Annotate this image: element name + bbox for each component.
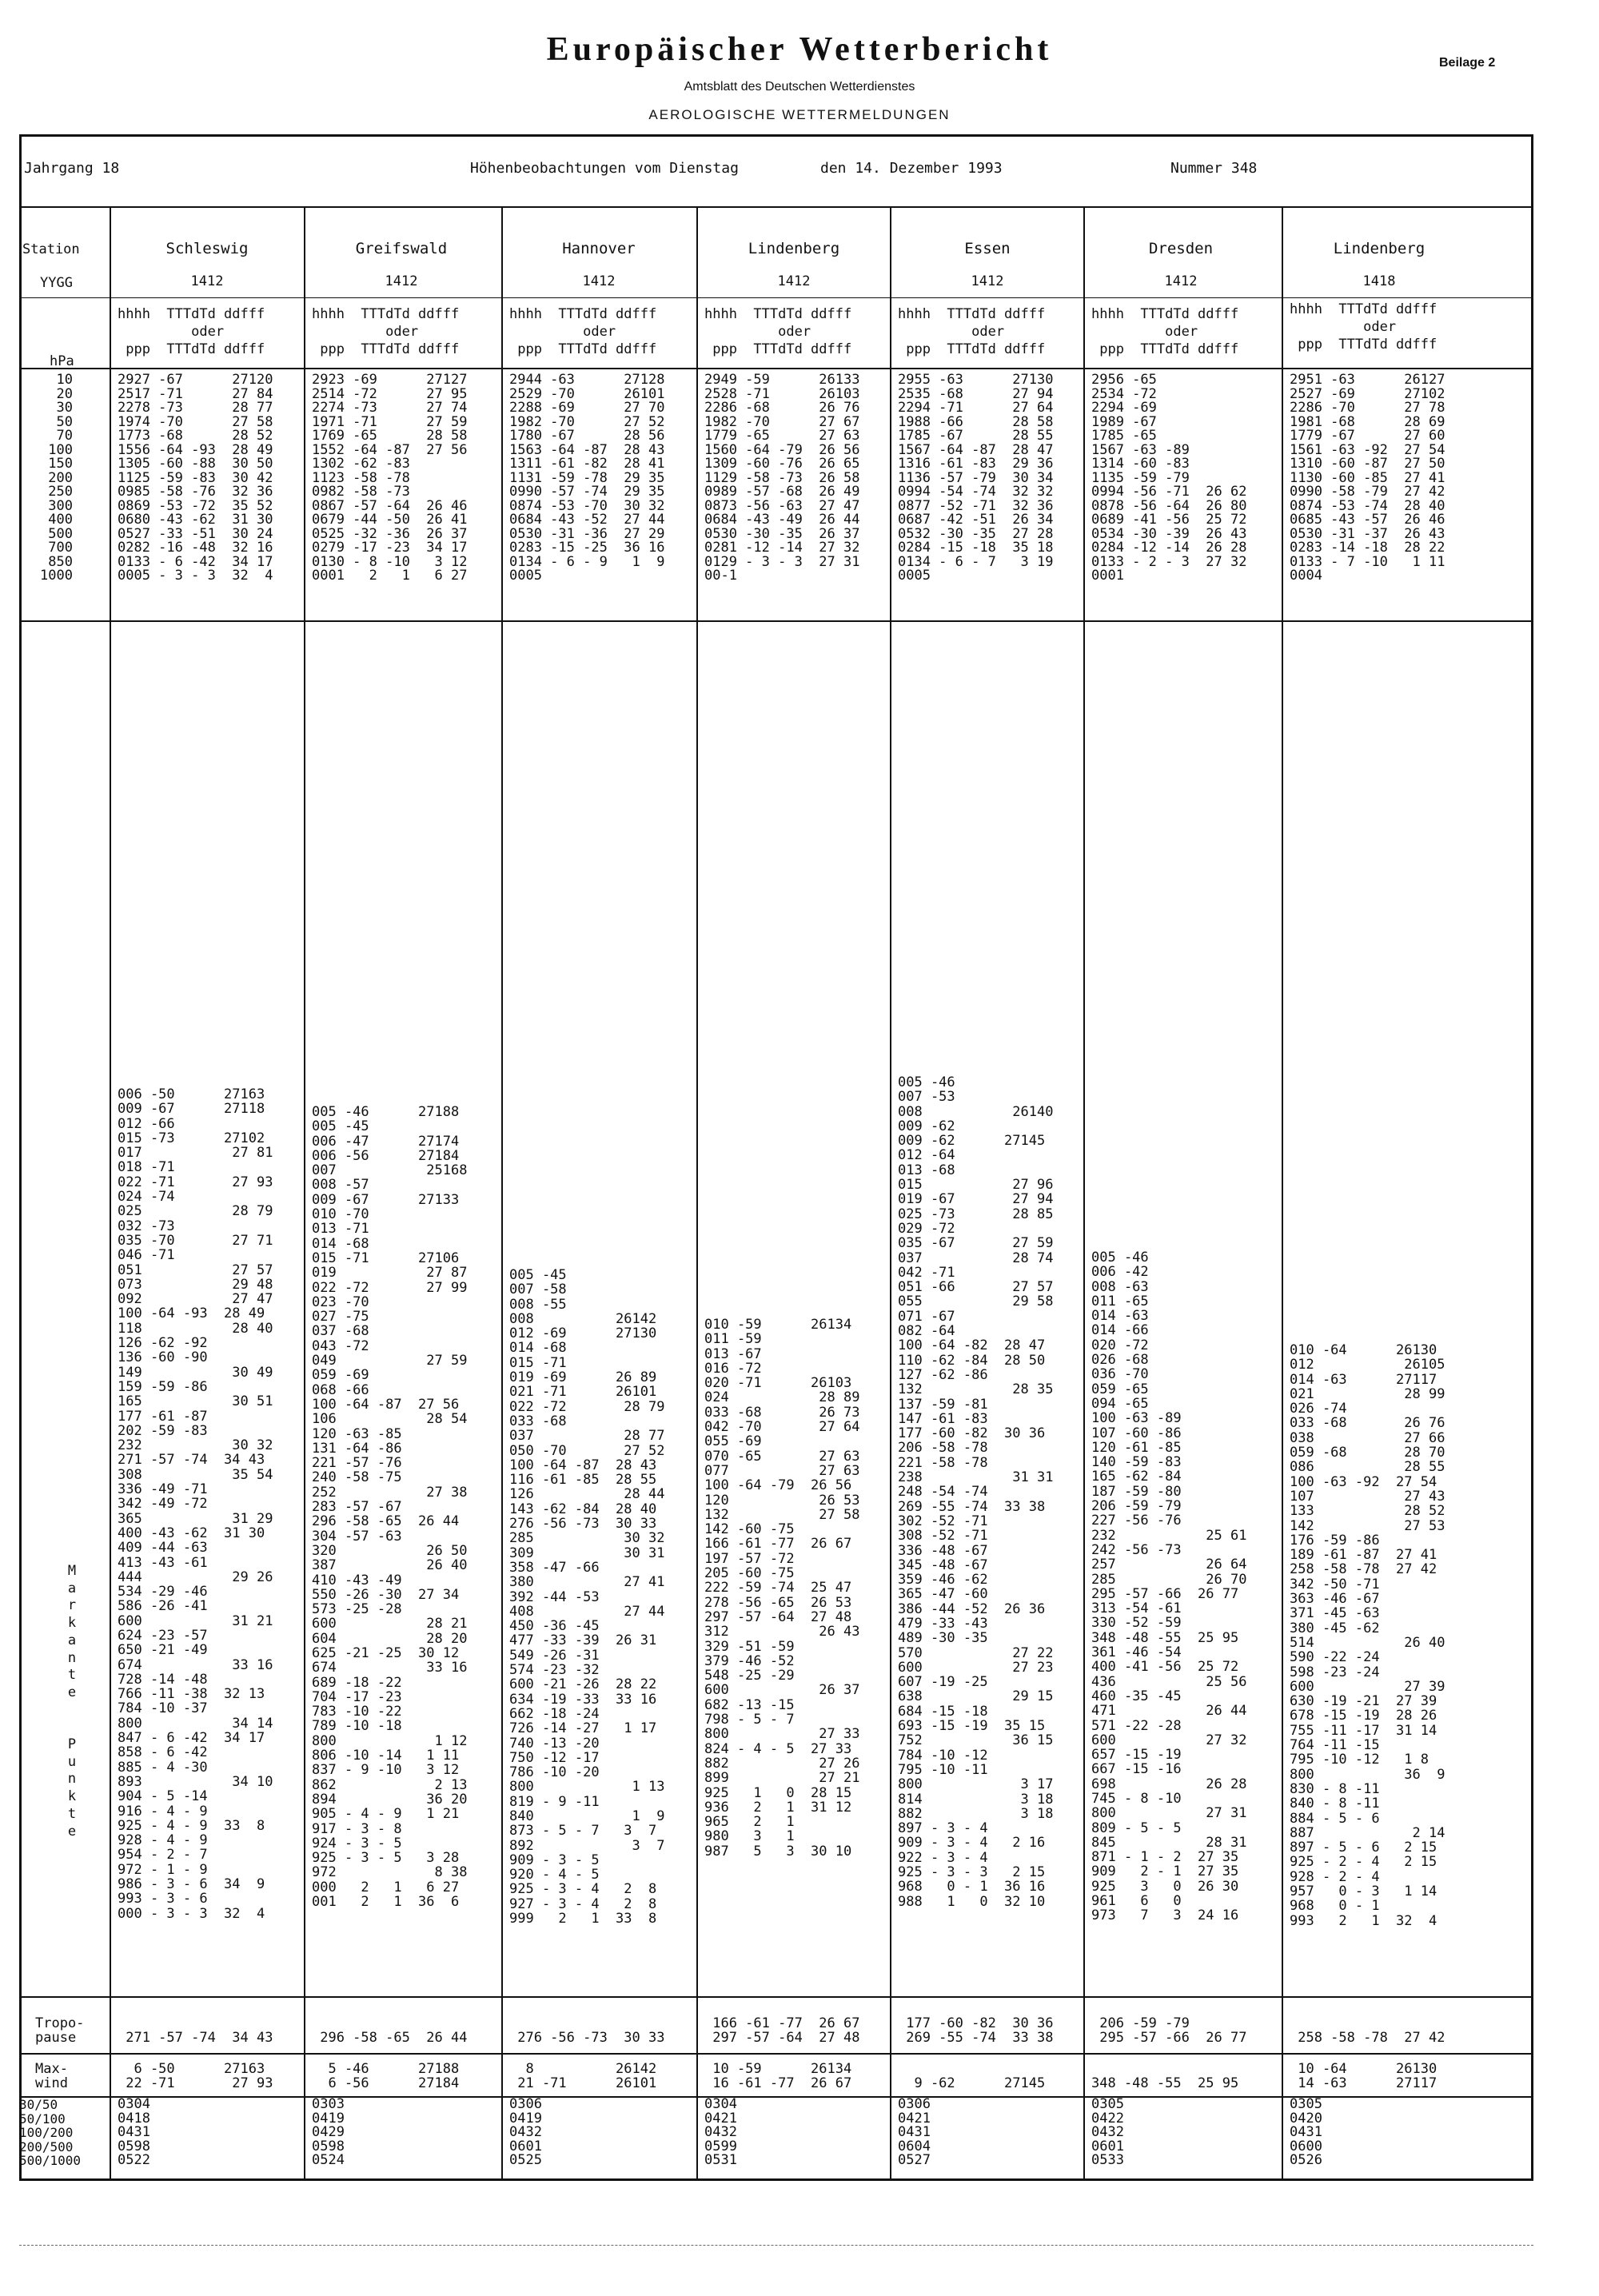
thickness-labels: 30/50 50/100 100/200 200/500 500/1000 [19,2097,82,2168]
column-heading: hhhh TTTdTd ddfff oder ppp TTTdTd ddfff [118,306,265,357]
significant-level-data: 010 -59 26134 011 -59 013 -67 016 -72 020 -71 26103 024 28 89 033 -68 26 73 042 -70 27 64 055 -69 070 -65 27 63 077 27 63 100 -64 -79 26 56 120 26 53 132 27 58 142 -60 -75 166 -61 -77 26 67 197 -57 -72 205 -60 -75 222 -59 -74 25 47 278 -56 -65 26 53 297 -57 -64 27 48 312 26 43 329 -51 -59 379 -46 -52 548 -25 -29 600 26 37 682 -13 -15 798 - 5 - 7 800 27 33 824 - 4 - 5 27 33 882 27 26 899 27 21 925 1 0 28 15 936 2 1 31 12 965 2 1 980 3 1 987 5 3 30 10 [704,1317,860,1860]
maxwind-data: 8 26142 21 -71 26101 [517,2061,657,2091]
station-time: 1412 [190,273,224,289]
column-divider [1083,206,1085,2181]
station-name: Hannover [562,240,636,257]
tropopause-data: 276 -56 -73 30 33 [517,2029,665,2046]
maxwind-data: 10 -59 26134 16 -61 -77 26 67 [712,2061,852,2091]
thickness-data: 0303 0419 0429 0598 0524 [312,2096,345,2168]
rule-below-header [19,206,1533,208]
maxwind-label: Max- wind [35,2061,68,2091]
station-name: Greifswald [355,240,448,257]
column-divider [110,206,111,2181]
markante-punkte-label: M a r k a n t e P u n k t e [67,1563,77,1840]
section-title: AEROLOGISCHE WETTERMELDUNGEN [648,107,951,122]
standard-level-data: 2949 -59 26133 2528 -71 26103 2286 -68 26 76 1982 -70 27 67 1779 -65 27 63 1560 -64 -79 26 56 1309 -60 -76 26 65 1129 -58 -73 26 58 0989 -57 -68 26 49 0873 -56 -63 27 47 0684 -43 -49 26 44 0530 -30 -35 26 37 0281 -12 -14 27 32 0129 - 3 - 3 27 31 00-1 [704,372,860,584]
station-time: 1412 [971,273,1004,289]
significant-level-data: 005 -46 007 -53 008 26140 009 -62 009 -62 27145 012 -64 013 -68 015 27 96 019 -67 27 94 025 -73 28 85 029 -72 035 -67 27 59 037 28 74 042 -71 051 -66 27 57 055 29 58 071 -67 082 -64 100 -64 -82 28 47 110 -62 -84 28 50 127 -62 -86 132 28 35 137 -59 -81 147 -61 -83 177 -60 -82 30 36 206 -58 -78 221 -58 -78 238 31 31 248 -54 -74 269 -55 -74 33 38 302 -52 -71 308 -52 -71 336 -48 -67 345 -48 -67 359 -46 -62 365 -47 -60 386 -44 -52 26 36 479 -33 -43 489 -30 -35 570 27 22 600 27 23 607 -19 -25 638 29 15 684 -15 -18 693 -15 -19 35 15 752 36 15 784 -10 -12 795 -10 -11 800 3 17 814 3 18 882 3 18 897 - 3 - 4 909 - 3 - 4 2 16 922 - 3 - 4 925 - 3 - 3 2 15 968 0 - 1 36 16 988 1 0 32 10 [898,1074,1054,1910]
thickness-data: 0304 0418 0431 0598 0522 [118,2096,150,2168]
column-heading: hhhh TTTdTd ddfff oder ppp TTTdTd ddfff [312,306,460,357]
standard-pressure-levels: 10 20 30 50 70 100 150 200 250 300 400 500 700 850 1000 [40,372,73,584]
standard-level-data: 2951 -63 26127 2527 -69 27102 2286 -70 27 78 1981 -68 28 69 1779 -67 27 60 1561 -63 -92 27 54 1310 -60 -87 27 50 1130 -60 -85 27 41 0990 -58 -79 27 42 0874 -53 -74 28 40 0685 -43 -57 26 46 0530 -31 -37 26 43 0283 -14 -18 28 22 0133 - 7 -10 1 11 0004 [1290,372,1445,584]
maxwind-data: 10 -64 26130 14 -63 27117 [1298,2061,1438,2091]
station-time: 1412 [777,273,811,289]
tropopause-data: 296 -58 -65 26 44 [320,2029,468,2046]
maxwind-data: 9 -62 27145 [914,2075,1046,2091]
maxwind-data: 6 -50 27163 22 -71 27 93 [126,2061,273,2091]
page-title: Europäischer Wetterbericht [546,31,1053,68]
thickness-data: 0305 0420 0431 0600 0526 [1290,2096,1322,2168]
standard-level-data: 2955 -63 27130 2535 -68 27 94 2294 -71 27 64 1988 -66 28 58 1785 -67 28 55 1567 -64 -87 28 47 1316 -61 -83 29 36 1136 -57 -79 30 34 0994 -54 -74 32 32 0877 -52 -71 32 36 0687 -42 -51 26 34 0532 -30 -35 27 28 0284 -15 -18 35 18 0134 - 6 - 7 3 19 0005 [898,372,1054,584]
standard-level-data: 2927 -67 27120 2517 -71 27 84 2278 -73 28 77 1974 -70 27 58 1773 -68 28 52 1556 -64 -93 28 49 1305 -60 -88 30 50 1125 -59 -83 30 42 0985 -58 -76 32 36 0869 -53 -72 35 52 0680 -43 -62 31 30 0527 -33 -51 30 24 0282 -16 -48 32 16 0133 - 6 -42 34 17 0005 - 3 - 3 32 4 [118,372,273,584]
station-name: Lindenberg [748,240,840,257]
station-name: Essen [964,240,1011,257]
rule-above-maxwind [19,2053,1533,2055]
significant-level-data: 005 -46 27188 005 -45 006 -47 27174 006 -56 27184 007 25168 008 -57 009 -67 27133 010 -70 013 -71 014 -68 015 -71 27106 019 27 87 022 -72 27 99 023 -70 027 -75 037 -68 043 -72 049 27 59 059 -69 068 -66 100 -64 -87 27 56 106 28 54 120 -63 -85 131 -64 -86 221 -57 -76 240 -58 -75 252 27 38 283 -57 -67 296 -58 -65 26 44 304 -57 -63 320 26 50 387 26 40 410 -43 -49 550 -26 -30 27 34 573 -25 -28 600 28 21 604 28 20 625 -21 -25 30 12 674 33 16 689 -18 -22 704 -17 -23 783 -10 -22 789 -10 -18 800 1 12 806 -10 -14 1 11 837 - 9 -10 3 12 862 2 13 894 36 20 905 - 4 - 9 1 21 917 - 3 - 8 924 - 3 - 5 925 - 3 - 5 3 28 972 8 38 000 2 1 6 27 001 2 1 36 6 [312,1104,468,1911]
thickness-data: 0305 0422 0432 0601 0533 [1091,2096,1124,2168]
station-time: 1412 [582,273,616,289]
tropopause-data: 271 -57 -74 34 43 [126,2029,273,2046]
significant-level-data: 005 -45 007 -58 008 -55 008 26142 012 -69 27130 014 -68 015 -71 019 -69 26 89 021 -71 26101 022 -72 28 79 033 -68 037 28 77 050 -70 27 52 100 -64 -87 28 43 116 -61 -85 28 55 126 28 44 143 -62 -84 28 40 276 -56 -73 30 33 285 30 32 309 30 31 358 -47 -66 380 27 41 392 -44 -53 408 27 44 450 -36 -45 477 -33 -39 26 31 549 -26 -31 574 -23 -32 600 -21 -26 28 22 634 -19 -33 33 16 662 -18 -24 726 -14 -27 1 17 740 -13 -20 750 -12 -17 786 -10 -20 800 1 13 819 - 9 -11 840 1 9 873 - 5 - 7 3 7 892 3 7 909 - 3 - 5 920 - 4 - 5 925 - 3 - 4 2 8 927 - 3 - 4 2 8 999 2 1 33 8 [509,1267,665,1927]
column-heading: hhhh TTTdTd ddfff oder ppp TTTdTd ddfff [704,306,852,357]
station-time: 1412 [1164,273,1198,289]
column-divider [696,206,698,2181]
thickness-data: 0306 0419 0432 0601 0525 [509,2096,542,2168]
standard-level-data: 2923 -69 27127 2514 -72 27 95 2274 -73 27 74 1971 -71 27 59 1769 -65 28 58 1552 -64 -87 27 56 1302 -62 -83 1123 -58 -78 0982 -58 -73 0867 -57 -64 26 46 0679 -44 -50 26 41 0525 -32 -36 26 37 0279 -17 -23 34 17 0130 - 8 -10 3 12 0001 2 1 6 27 [312,372,468,584]
station-name: Schleswig [165,240,249,257]
significant-level-data: 005 -46 006 -42 008 -63 011 -65 014 -63 014 -66 020 -72 026 -68 036 -70 059 -65 094 -65 100 -63 -89 107 -60 -86 120 -61 -85 140 -59 -83 165 -62 -84 187 -59 -80 206 -59 -79 227 -56 -76 232 25 61 242 -56 -73 257 26 64 285 26 70 295 -57 -66 26 77 313 -54 -61 330 -52 -59 348 -48 -55 25 95 361 -46 -54 400 -41 -56 25 72 436 25 56 460 -35 -45 471 26 44 571 -22 -28 600 27 32 657 -15 -19 667 -15 -16 698 26 28 745 - 8 -10 800 27 31 809 - 5 - 5 845 28 31 871 - 1 - 2 27 35 909 2 - 1 27 35 925 3 0 26 30 961 6 0 973 7 3 24 16 [1091,1250,1247,1924]
column-divider [501,206,503,2181]
standard-level-data: 2956 -65 2534 -72 2294 -69 1989 -67 1785 -65 1567 -63 -89 1314 -60 -83 1135 -59 -79 0994 -56 -71 26 62 0878 -56 -64 26 80 0689 -41 -56 25 72 0534 -30 -39 26 43 0284 -12 -14 26 28 0133 - 2 - 3 27 32 0001 [1091,372,1247,584]
standard-level-data: 2944 -63 27128 2529 -70 26101 2288 -69 27 70 1982 -70 27 52 1780 -67 28 56 1563 -64 -87 28 43 1311 -61 -82 28 41 1131 -59 -78 29 35 0990 -57 -74 29 35 0874 -53 -70 30 32 0684 -43 -52 27 44 0530 -31 -36 27 29 0283 -15 -25 36 16 0134 - 6 - 9 1 9 0005 [509,372,665,584]
rule-below-station [19,297,1533,298]
station-name: Lindenberg [1333,240,1426,257]
tropopause-data: 177 -60 -82 30 36 269 -55 -74 33 38 [906,2015,1054,2046]
yygg-label: YYGG [40,275,73,291]
maxwind-data: 348 -48 -55 25 95 [1091,2075,1239,2091]
significant-level-data: 010 -64 26130 012 26105 014 -63 27117 021 28 99 026 -74 033 -68 26 76 038 27 66 059 -68 28 70 086 28 55 100 -63 -92 27 54 107 27 43 133 28 52 142 27 53 176 -59 -86 189 -61 -87 27 41 258 -58 -78 27 42 342 -50 -71 363 -46 -67 371 -45 -63 380 -45 -62 514 26 40 590 -22 -24 598 -23 -24 600 27 39 630 -19 -21 27 39 678 -15 -19 28 26 755 -11 -17 31 14 764 -11 -15 795 -10 -12 1 8 800 36 9 830 - 8 -11 840 - 8 -11 884 - 5 - 6 887 2 14 897 - 5 - 6 2 15 925 - 2 - 4 2 15 928 - 2 - 4 957 0 - 3 1 14 968 0 - 1 993 2 1 32 4 [1290,1342,1445,1929]
tropopause-data: 258 -58 -78 27 42 [1298,2029,1445,2046]
tropopause-data: 206 -59 -79 295 -57 -66 26 77 [1099,2015,1247,2046]
hpa-label: hPa [50,353,74,369]
column-heading: hhhh TTTdTd ddfff oder ppp TTTdTd ddfff [1091,306,1239,357]
supplement-label: Beilage 2 [1439,56,1496,70]
issue-number: Nummer 348 [1170,160,1258,177]
rule-below-standard-levels [19,620,1533,622]
station-name: Dresden [1148,240,1214,257]
observation-label: Höhenbeobachtungen vom Dienstag [470,160,739,177]
column-divider [1282,206,1283,2181]
volume-label: Jahrgang 18 [24,160,120,177]
thickness-data: 0306 0421 0431 0604 0527 [898,2096,931,2168]
column-heading: hhhh TTTdTd ddfff oder ppp TTTdTd ddfff [1290,301,1438,353]
column-heading: hhhh TTTdTd ddfff oder ppp TTTdTd ddfff [509,306,657,357]
page-subtitle: Amtsblatt des Deutschen Wetterdienstes [684,80,915,94]
rule-below-columnhead [19,368,1533,369]
rule-above-tropopause [19,1996,1533,1998]
tropopause-label: Tropo- pause [35,2015,85,2046]
column-divider [890,206,891,2181]
column-divider [304,206,305,2181]
station-time: 1418 [1362,273,1396,289]
column-heading: hhhh TTTdTd ddfff oder ppp TTTdTd ddfff [898,306,1046,357]
station-time: 1412 [385,273,418,289]
tropopause-data: 166 -61 -77 26 67 297 -57 -64 27 48 [712,2015,860,2046]
significant-level-data: 006 -50 27163 009 -67 27118 012 -66 015 -73 27102 017 27 81 018 -71 022 -71 27 93 024 -74 025 28 79 032 -73 035 -70 27 71 046 -71 051 27 57 073 29 48 092 27 47 100 -64 -93 28 49 118 28 40 126 -62 -92 136 -60 -90 149 30 49 159 -59 -86 165 30 51 177 -61 -87 202 -59 -83 232 30 32 271 -57 -74 34 43 308 35 54 336 -49 -71 342 -49 -72 365 31 29 400 -43 -62 31 30 409 -44 -63 413 -43 -61 444 29 26 534 -29 -46 586 -26 -41 600 31 21 624 -23 -57 650 -21 -49 674 33 16 728 -14 -48 766 -11 -38 32 13 784 -10 -37 800 34 14 847 - 6 -42 34 17 858 - 6 -42 885 - 4 -30 893 34 10 904 - 5 -14 916 - 4 - 9 925 - 4 - 9 33 8 928 - 4 - 9 954 - 2 - 7 972 - 1 - 9 986 - 3 - 6 34 9 993 - 3 - 6 000 - 3 - 3 32 4 [118,1086,273,1922]
maxwind-data: 5 -46 27188 6 -56 27184 [328,2061,460,2091]
page-bottom-edge [19,2245,1533,2246]
station-label: Station [22,241,80,257]
thickness-data: 0304 0421 0432 0599 0531 [704,2096,737,2168]
date-label: den 14. Dezember 1993 [820,160,1003,177]
